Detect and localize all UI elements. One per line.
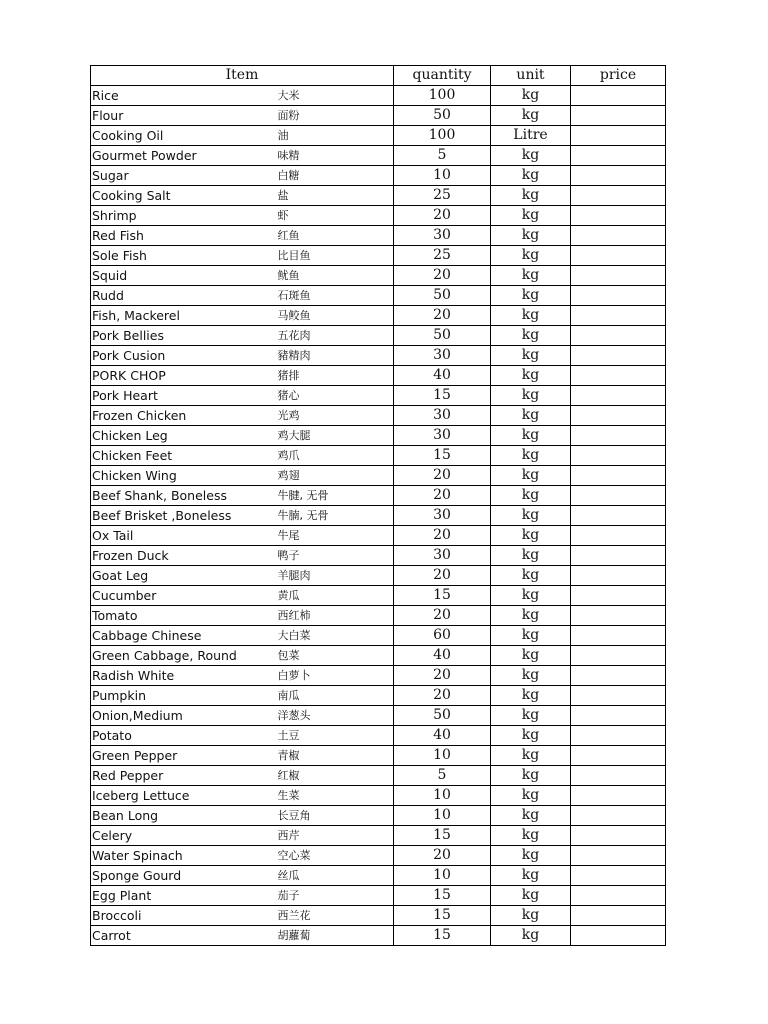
item-name-cell: PORK CHOP	[91, 366, 277, 386]
unit-cell: kg	[491, 586, 571, 606]
item-chinese-name-cell: 牛尾	[277, 526, 394, 546]
price-cell	[571, 146, 666, 166]
quantity-cell: 30	[394, 426, 491, 446]
table-row	[91, 926, 666, 946]
quantity-cell: 5	[394, 146, 491, 166]
quantity-cell: 20	[394, 686, 491, 706]
unit-cell: kg	[491, 646, 571, 666]
item-name-cell: Ox Tail	[91, 526, 277, 546]
item-chinese-name-cell: 南瓜	[277, 686, 394, 706]
price-cell	[571, 886, 666, 906]
item-chinese-name-cell: 鸡大腿	[277, 426, 394, 446]
unit-cell: kg	[491, 626, 571, 646]
item-chinese-name-cell: 虾	[277, 206, 394, 226]
item-chinese-name-cell: 土豆	[277, 726, 394, 746]
price-cell	[571, 926, 666, 946]
table-row	[91, 246, 666, 266]
table-row	[91, 846, 666, 866]
unit-cell: kg	[491, 106, 571, 126]
table-row	[91, 886, 666, 906]
unit-cell: kg	[491, 526, 571, 546]
unit-cell: kg	[491, 186, 571, 206]
price-cell	[571, 126, 666, 146]
unit-cell: kg	[491, 726, 571, 746]
unit-cell: kg	[491, 806, 571, 826]
quantity-cell: 10	[394, 786, 491, 806]
quantity-cell: 15	[394, 386, 491, 406]
quantity-cell: 20	[394, 526, 491, 546]
item-name-cell: Cucumber	[91, 586, 277, 606]
quantity-cell: 15	[394, 906, 491, 926]
item-name-cell: Chicken Leg	[91, 426, 277, 446]
quantity-cell: 40	[394, 366, 491, 386]
price-cell	[571, 246, 666, 266]
table-row	[91, 306, 666, 326]
header-quantity: quantity	[394, 66, 491, 86]
price-cell	[571, 826, 666, 846]
header-price: price	[571, 66, 666, 86]
quantity-cell: 10	[394, 866, 491, 886]
item-name-cell: Gourmet Powder	[91, 146, 277, 166]
price-cell	[571, 686, 666, 706]
item-name-cell: Red Fish	[91, 226, 277, 246]
table-row	[91, 806, 666, 826]
unit-cell: kg	[491, 826, 571, 846]
quantity-cell: 40	[394, 646, 491, 666]
unit-cell: kg	[491, 286, 571, 306]
price-cell	[571, 226, 666, 246]
item-chinese-name-cell: 西红柿	[277, 606, 394, 626]
item-name-cell: Onion,Medium	[91, 706, 277, 726]
table-row	[91, 826, 666, 846]
unit-cell: kg	[491, 146, 571, 166]
table-row	[91, 226, 666, 246]
price-cell	[571, 286, 666, 306]
unit-cell: kg	[491, 166, 571, 186]
item-name-cell: Cabbage Chinese	[91, 626, 277, 646]
item-name-cell: Green Pepper	[91, 746, 277, 766]
quantity-cell: 50	[394, 326, 491, 346]
table-row	[91, 686, 666, 706]
price-cell	[571, 446, 666, 466]
table-row	[91, 506, 666, 526]
quantity-cell: 15	[394, 886, 491, 906]
unit-cell: Litre	[491, 126, 571, 146]
quantity-cell: 25	[394, 246, 491, 266]
price-cell	[571, 866, 666, 886]
item-chinese-name-cell: 白萝卜	[277, 666, 394, 686]
item-name-cell: Chicken Wing	[91, 466, 277, 486]
unit-cell: kg	[491, 606, 571, 626]
quantity-cell: 30	[394, 546, 491, 566]
unit-cell: kg	[491, 326, 571, 346]
item-chinese-name-cell: 鸡爪	[277, 446, 394, 466]
item-name-cell: Shrimp	[91, 206, 277, 226]
item-name-cell: Water Spinach	[91, 846, 277, 866]
table-row	[91, 146, 666, 166]
item-name-cell: Potato	[91, 726, 277, 746]
item-name-cell: Radish White	[91, 666, 277, 686]
price-cell	[571, 806, 666, 826]
table-row	[91, 206, 666, 226]
table-header-row	[91, 66, 666, 86]
unit-cell: kg	[491, 266, 571, 286]
item-chinese-name-cell: 生菜	[277, 786, 394, 806]
item-name-cell: Celery	[91, 826, 277, 846]
price-cell	[571, 346, 666, 366]
quantity-cell: 5	[394, 766, 491, 786]
unit-cell: kg	[491, 426, 571, 446]
item-name-cell: Pork Cusion	[91, 346, 277, 366]
price-cell	[571, 786, 666, 806]
quantity-cell: 30	[394, 346, 491, 366]
unit-cell: kg	[491, 866, 571, 886]
item-name-cell: Cooking Salt	[91, 186, 277, 206]
item-name-cell: Iceberg Lettuce	[91, 786, 277, 806]
table-row	[91, 326, 666, 346]
item-chinese-name-cell: 大米	[277, 86, 394, 106]
quantity-cell: 30	[394, 226, 491, 246]
price-cell	[571, 266, 666, 286]
table-row	[91, 906, 666, 926]
price-cell	[571, 706, 666, 726]
item-name-cell: Green Cabbage, Round	[91, 646, 277, 666]
unit-cell: kg	[491, 366, 571, 386]
table-row	[91, 606, 666, 626]
unit-cell: kg	[491, 406, 571, 426]
table-row	[91, 646, 666, 666]
table-row	[91, 386, 666, 406]
item-name-cell: Squid	[91, 266, 277, 286]
table-row	[91, 286, 666, 306]
table-row	[91, 746, 666, 766]
table-row	[91, 466, 666, 486]
item-chinese-name-cell: 白糖	[277, 166, 394, 186]
table-row	[91, 786, 666, 806]
table-row	[91, 266, 666, 286]
price-cell	[571, 646, 666, 666]
item-name-cell: Bean Long	[91, 806, 277, 826]
table-row	[91, 166, 666, 186]
table-row	[91, 406, 666, 426]
price-cell	[571, 606, 666, 626]
item-chinese-name-cell: 马鲛鱼	[277, 306, 394, 326]
unit-cell: kg	[491, 446, 571, 466]
unit-cell: kg	[491, 686, 571, 706]
unit-cell: kg	[491, 846, 571, 866]
quantity-cell: 100	[394, 126, 491, 146]
item-name-cell: Pumpkin	[91, 686, 277, 706]
price-cell	[571, 106, 666, 126]
quantity-cell: 30	[394, 406, 491, 426]
quantity-cell: 15	[394, 926, 491, 946]
item-chinese-name-cell: 盐	[277, 186, 394, 206]
item-name-cell: Cooking Oil	[91, 126, 277, 146]
table-row	[91, 666, 666, 686]
price-cell	[571, 626, 666, 646]
item-chinese-name-cell: 黄瓜	[277, 586, 394, 606]
price-cell	[571, 206, 666, 226]
unit-cell: kg	[491, 506, 571, 526]
item-chinese-name-cell: 茄子	[277, 886, 394, 906]
item-name-cell: Carrot	[91, 926, 277, 946]
quantity-cell: 10	[394, 166, 491, 186]
table-row	[91, 486, 666, 506]
item-name-cell: Frozen Chicken	[91, 406, 277, 426]
item-name-cell: Tomato	[91, 606, 277, 626]
item-name-cell: Rudd	[91, 286, 277, 306]
item-name-cell: Frozen Duck	[91, 546, 277, 566]
item-name-cell: Rice	[91, 86, 277, 106]
quantity-cell: 20	[394, 606, 491, 626]
table-row	[91, 446, 666, 466]
quantity-cell: 10	[394, 746, 491, 766]
price-cell	[571, 386, 666, 406]
price-cell	[571, 306, 666, 326]
item-table	[90, 65, 666, 946]
unit-cell: kg	[491, 206, 571, 226]
item-chinese-name-cell: 光鸡	[277, 406, 394, 426]
item-chinese-name-cell: 鸡翅	[277, 466, 394, 486]
item-chinese-name-cell: 西兰花	[277, 906, 394, 926]
quantity-cell: 40	[394, 726, 491, 746]
unit-cell: kg	[491, 466, 571, 486]
quantity-cell: 20	[394, 266, 491, 286]
table-row	[91, 626, 666, 646]
table-row	[91, 766, 666, 786]
price-cell	[571, 566, 666, 586]
header-unit: unit	[491, 66, 571, 86]
quantity-cell: 60	[394, 626, 491, 646]
quantity-cell: 20	[394, 486, 491, 506]
item-name-cell: Sugar	[91, 166, 277, 186]
item-name-cell: Chicken Feet	[91, 446, 277, 466]
item-chinese-name-cell: 牛腱, 无骨	[277, 486, 394, 506]
item-name-cell: Broccoli	[91, 906, 277, 926]
quantity-cell: 15	[394, 446, 491, 466]
table-row	[91, 586, 666, 606]
quantity-cell: 20	[394, 206, 491, 226]
item-name-cell: Fish, Mackerel	[91, 306, 277, 326]
item-chinese-name-cell: 洋葱头	[277, 706, 394, 726]
quantity-cell: 50	[394, 706, 491, 726]
table-row	[91, 566, 666, 586]
item-chinese-name-cell: 青椒	[277, 746, 394, 766]
item-name-cell: Beef Brisket ,Boneless	[91, 506, 277, 526]
unit-cell: kg	[491, 766, 571, 786]
item-name-cell: Beef Shank, Boneless	[91, 486, 277, 506]
table-row	[91, 526, 666, 546]
quantity-cell: 20	[394, 466, 491, 486]
table-row	[91, 426, 666, 446]
item-chinese-name-cell: 比目鱼	[277, 246, 394, 266]
unit-cell: kg	[491, 306, 571, 326]
price-cell	[571, 546, 666, 566]
quantity-cell: 20	[394, 666, 491, 686]
item-chinese-name-cell: 长豆角	[277, 806, 394, 826]
item-chinese-name-cell: 面粉	[277, 106, 394, 126]
quantity-cell: 25	[394, 186, 491, 206]
price-cell	[571, 86, 666, 106]
quantity-cell: 50	[394, 286, 491, 306]
item-chinese-name-cell: 五花肉	[277, 326, 394, 346]
price-cell	[571, 186, 666, 206]
price-cell	[571, 486, 666, 506]
quantity-cell: 50	[394, 106, 491, 126]
price-cell	[571, 766, 666, 786]
unit-cell: kg	[491, 666, 571, 686]
item-chinese-name-cell: 鱿鱼	[277, 266, 394, 286]
quantity-cell: 20	[394, 306, 491, 326]
unit-cell: kg	[491, 886, 571, 906]
item-chinese-name-cell: 羊腿肉	[277, 566, 394, 586]
item-chinese-name-cell: 猪排	[277, 366, 394, 386]
price-cell	[571, 466, 666, 486]
item-name-cell: Red Pepper	[91, 766, 277, 786]
unit-cell: kg	[491, 706, 571, 726]
item-chinese-name-cell: 红鱼	[277, 226, 394, 246]
item-name-cell: Pork Heart	[91, 386, 277, 406]
table-row	[91, 346, 666, 366]
table-row	[91, 86, 666, 106]
unit-cell: kg	[491, 486, 571, 506]
table-row	[91, 186, 666, 206]
price-cell	[571, 326, 666, 346]
header-item: Item	[91, 66, 394, 86]
quantity-cell: 100	[394, 86, 491, 106]
unit-cell: kg	[491, 926, 571, 946]
price-cell	[571, 366, 666, 386]
unit-cell: kg	[491, 906, 571, 926]
unit-cell: kg	[491, 786, 571, 806]
quantity-cell: 10	[394, 806, 491, 826]
item-chinese-name-cell: 油	[277, 126, 394, 146]
unit-cell: kg	[491, 86, 571, 106]
quantity-cell: 30	[394, 506, 491, 526]
unit-cell: kg	[491, 546, 571, 566]
table-row	[91, 106, 666, 126]
table-row	[91, 726, 666, 746]
table-row	[91, 866, 666, 886]
price-cell	[571, 846, 666, 866]
item-chinese-name-cell: 红椒	[277, 766, 394, 786]
item-chinese-name-cell: 鸭子	[277, 546, 394, 566]
item-chinese-name-cell: 空心菜	[277, 846, 394, 866]
item-chinese-name-cell: 牛腩, 无骨	[277, 506, 394, 526]
price-cell	[571, 506, 666, 526]
item-chinese-name-cell: 味精	[277, 146, 394, 166]
item-name-cell: Sponge Gourd	[91, 866, 277, 886]
item-chinese-name-cell: 西芹	[277, 826, 394, 846]
item-name-cell: Pork Bellies	[91, 326, 277, 346]
price-cell	[571, 906, 666, 926]
item-chinese-name-cell: 猪心	[277, 386, 394, 406]
table-row	[91, 546, 666, 566]
price-cell	[571, 426, 666, 446]
table-row	[91, 706, 666, 726]
unit-cell: kg	[491, 746, 571, 766]
item-chinese-name-cell: 豬精肉	[277, 346, 394, 366]
item-name-cell: Sole Fish	[91, 246, 277, 266]
table-body	[91, 86, 666, 946]
item-chinese-name-cell: 石斑鱼	[277, 286, 394, 306]
item-name-cell: Goat Leg	[91, 566, 277, 586]
unit-cell: kg	[491, 246, 571, 266]
quantity-cell: 20	[394, 566, 491, 586]
table-row	[91, 126, 666, 146]
price-cell	[571, 726, 666, 746]
unit-cell: kg	[491, 346, 571, 366]
price-cell	[571, 666, 666, 686]
item-chinese-name-cell: 胡蘿蔔	[277, 926, 394, 946]
unit-cell: kg	[491, 386, 571, 406]
unit-cell: kg	[491, 226, 571, 246]
price-cell	[571, 406, 666, 426]
price-cell	[571, 586, 666, 606]
item-chinese-name-cell: 丝瓜	[277, 866, 394, 886]
quantity-cell: 20	[394, 846, 491, 866]
order-sheet	[90, 65, 665, 946]
unit-cell: kg	[491, 566, 571, 586]
quantity-cell: 15	[394, 826, 491, 846]
item-name-cell: Egg Plant	[91, 886, 277, 906]
table-row	[91, 366, 666, 386]
price-cell	[571, 746, 666, 766]
quantity-cell: 15	[394, 586, 491, 606]
price-cell	[571, 526, 666, 546]
item-name-cell: Flour	[91, 106, 277, 126]
price-cell	[571, 166, 666, 186]
item-chinese-name-cell: 包菜	[277, 646, 394, 666]
item-chinese-name-cell: 大白菜	[277, 626, 394, 646]
